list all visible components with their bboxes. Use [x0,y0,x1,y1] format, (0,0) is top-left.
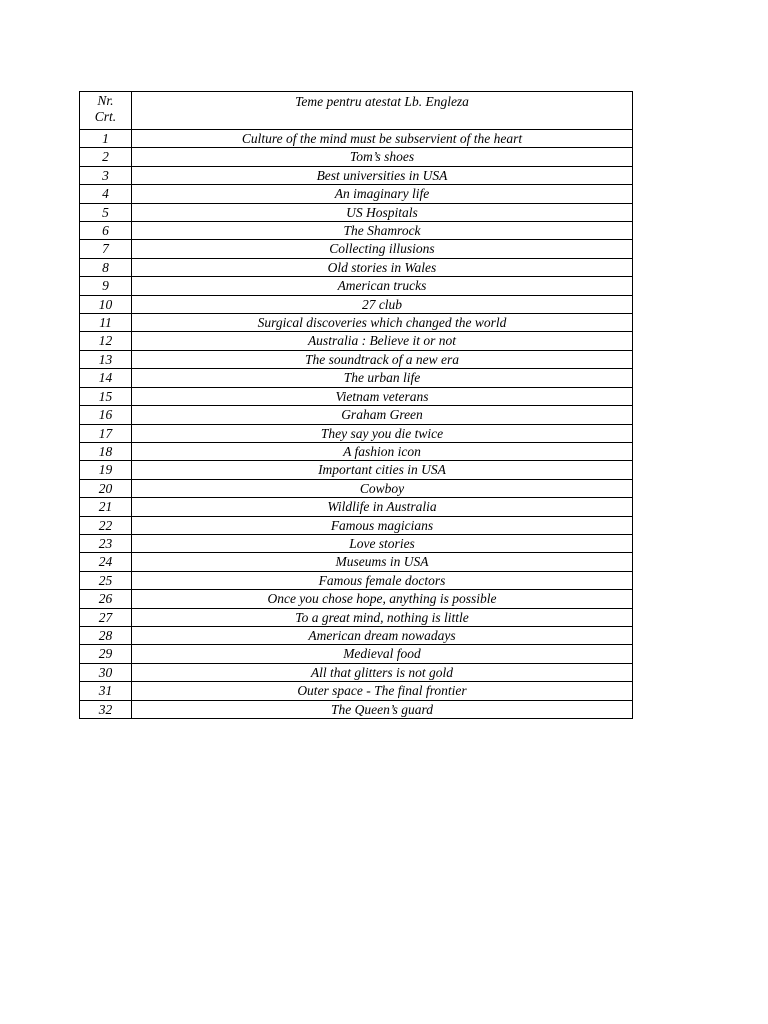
row-number: 18 [80,442,132,460]
row-number: 14 [80,369,132,387]
table-row [80,148,633,166]
row-topic: An imaginary life [132,185,633,203]
row-topic: Wildlife in Australia [132,498,633,516]
row-topic: Vietnam veterans [132,387,633,405]
table-row [80,700,633,718]
row-number: 2 [80,148,132,166]
row-number: 24 [80,553,132,571]
table-row [80,387,633,405]
row-number: 25 [80,571,132,589]
row-topic: Graham Green [132,406,633,424]
header-nr-label: Nr. [97,93,114,108]
row-number: 5 [80,203,132,221]
table-row [80,442,633,460]
row-number: 11 [80,314,132,332]
row-number: 29 [80,645,132,663]
row-number: 8 [80,258,132,276]
row-topic: Outer space - The final frontier [132,682,633,700]
row-topic: Culture of the mind must be subservient of the heart [132,130,633,148]
row-number: 23 [80,534,132,552]
table-body [80,130,633,719]
row-topic: They say you die twice [132,424,633,442]
row-topic: American dream nowadays [132,626,633,644]
row-number: 20 [80,479,132,497]
row-number: 12 [80,332,132,350]
table-row [80,369,633,387]
row-number: 4 [80,185,132,203]
row-topic: Old stories in Wales [132,258,633,276]
table-row [80,479,633,497]
row-number: 28 [80,626,132,644]
row-number: 3 [80,166,132,184]
header-crt-label: Crt. [94,109,117,124]
table-row [80,516,633,534]
table-row [80,682,633,700]
table-row [80,626,633,644]
row-topic: All that glitters is not gold [132,663,633,681]
table-row [80,277,633,295]
row-number: 6 [80,222,132,240]
row-number: 16 [80,406,132,424]
table-row [80,498,633,516]
table-row [80,166,633,184]
table-row [80,590,633,608]
row-topic: Love stories [132,534,633,552]
table-row [80,295,633,313]
header-nr-crt [80,92,132,130]
table-row [80,571,633,589]
row-topic: To a great mind, nothing is little [132,608,633,626]
row-topic: The soundtrack of a new era [132,350,633,368]
table-row [80,461,633,479]
row-number: 1 [80,130,132,148]
table-row [80,222,633,240]
row-topic: Tom’s shoes [132,148,633,166]
table-header [80,92,633,130]
table-row [80,130,633,148]
row-topic: US Hospitals [132,203,633,221]
row-number: 27 [80,608,132,626]
table-row [80,258,633,276]
row-topic: 27 club [132,295,633,313]
table-row [80,645,633,663]
table-row [80,663,633,681]
row-topic: Once you chose hope, anything is possible [132,590,633,608]
table-row [80,332,633,350]
row-number: 19 [80,461,132,479]
topics-table [79,91,633,719]
row-number: 32 [80,700,132,718]
table-row [80,185,633,203]
row-topic: The urban life [132,369,633,387]
row-topic: Surgical discoveries which changed the world [132,314,633,332]
row-topic: Important cities in USA [132,461,633,479]
row-topic: The Queen’s guard [132,700,633,718]
header-row [80,92,633,130]
table-row [80,424,633,442]
row-topic: Medieval food [132,645,633,663]
row-topic: A fashion icon [132,442,633,460]
row-topic: The Shamrock [132,222,633,240]
row-number: 9 [80,277,132,295]
row-number: 31 [80,682,132,700]
table-row [80,240,633,258]
table-row [80,534,633,552]
header-topic: Teme pentru atestat Lb. Engleza [132,92,633,130]
row-number: 17 [80,424,132,442]
table-row [80,203,633,221]
row-number: 15 [80,387,132,405]
row-number: 30 [80,663,132,681]
row-number: 10 [80,295,132,313]
row-topic: Famous magicians [132,516,633,534]
table-row [80,314,633,332]
row-number: 7 [80,240,132,258]
row-topic: Famous female doctors [132,571,633,589]
row-number: 13 [80,350,132,368]
table-row [80,350,633,368]
row-topic: Australia : Believe it or not [132,332,633,350]
table-row [80,406,633,424]
row-topic: Museums in USA [132,553,633,571]
row-topic: Cowboy [132,479,633,497]
row-topic: American trucks [132,277,633,295]
row-number: 21 [80,498,132,516]
row-number: 26 [80,590,132,608]
table-row [80,553,633,571]
row-topic: Best universities in USA [132,166,633,184]
row-number: 22 [80,516,132,534]
table-row [80,608,633,626]
row-topic: Collecting illusions [132,240,633,258]
